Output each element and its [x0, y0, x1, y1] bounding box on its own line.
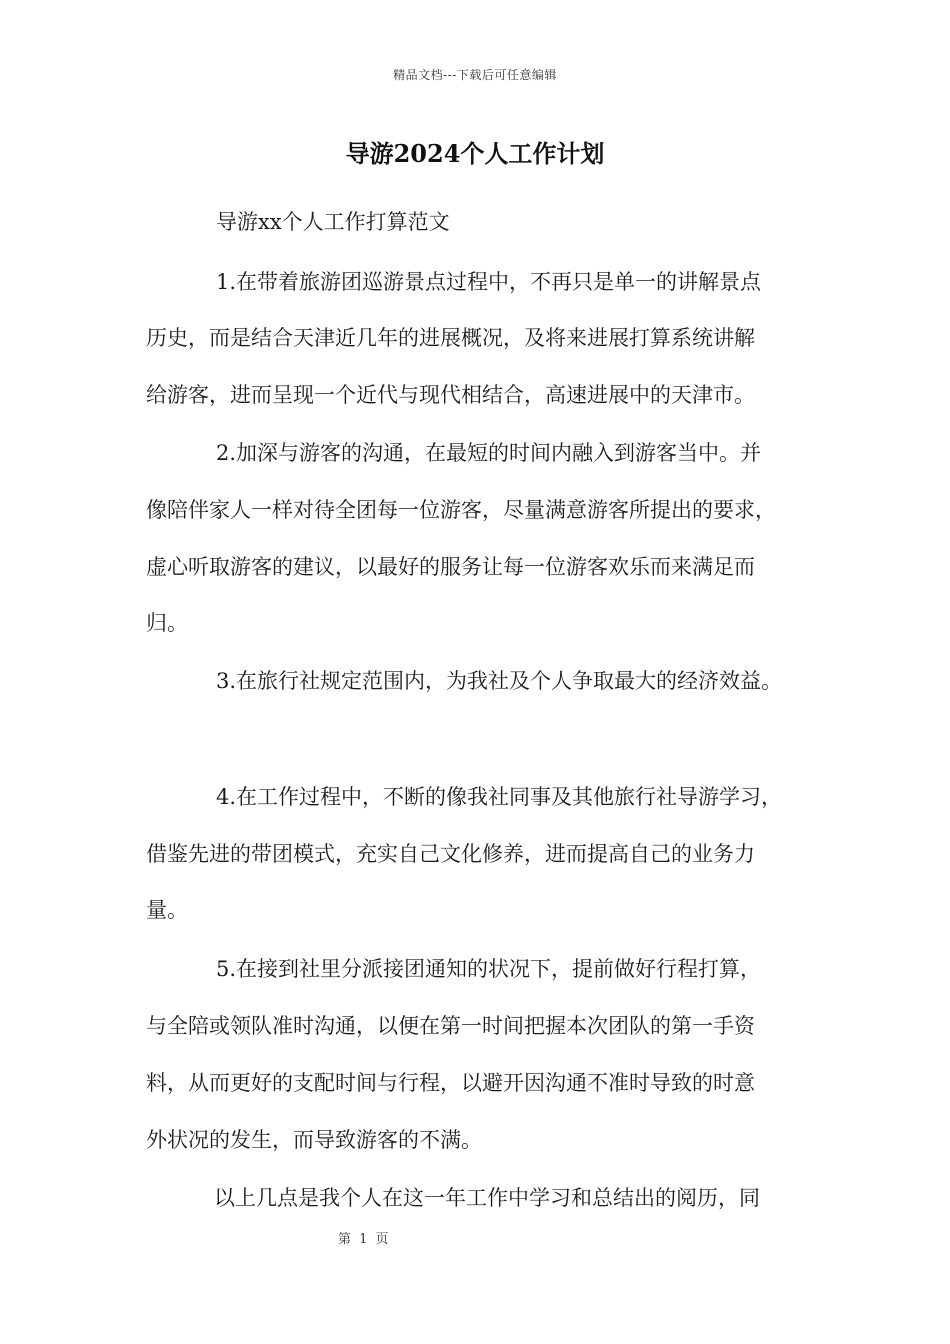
paragraph-line: 1.在带着旅游团巡游景点过程中，不再只是单一的讲解景点 [216, 270, 762, 294]
paragraph-line: 2.加深与游客的沟通，在最短的时间内融入到游客当中。并 [216, 441, 762, 465]
paragraph-line: 归。 [146, 611, 188, 635]
paragraph-line: 给游客，进而呈现一个近代与现代相结合，高速进展中的天津市。 [146, 383, 755, 407]
header-note: 精品文档---下载后可任意编辑 [393, 68, 557, 82]
document-title: 导游2024个人工作计划 [345, 139, 605, 168]
paragraph-line: 4.在工作过程中，不断的像我社同事及其他旅行社导游学习， [216, 785, 783, 809]
paragraph-line: 像陪伴家人一样对待全团每一位游客，尽量满意游客所提出的要求， [146, 498, 776, 522]
page-number: 第 1 页 [338, 1232, 389, 1247]
paragraph-line: 5.在接到社里分派接团通知的状况下，提前做好行程打算， [216, 957, 762, 981]
paragraph-line: 3.在旅行社规定范围内，为我社及个人争取最大的经济效益。 [216, 669, 783, 693]
paragraph-line: 量。 [146, 898, 188, 922]
paragraph-line: 料，从而更好的支配时间与行程，以避开因沟通不准时导致的时意 [146, 1071, 755, 1095]
document-subtitle: 导游xx个人工作打算范文 [216, 210, 450, 234]
paragraph-line: 以上几点是我个人在这一年工作中学习和总结出的阅历，同 [214, 1186, 760, 1210]
paragraph-line: 外状况的发生，而导致游客的不满。 [146, 1128, 482, 1152]
paragraph-line: 历史，而是结合天津近几年的进展概况，及将来进展打算系统讲解 [146, 326, 755, 350]
paragraph-line: 与全陪或领队准时沟通，以便在第一时间把握本次团队的第一手资 [146, 1014, 755, 1038]
paragraph-line: 借鉴先进的带团模式，充实自己文化修养，进而提高自己的业务力 [146, 842, 755, 866]
paragraph-line: 虚心听取游客的建议，以最好的服务让每一位游客欢乐而来满足而 [146, 555, 755, 579]
